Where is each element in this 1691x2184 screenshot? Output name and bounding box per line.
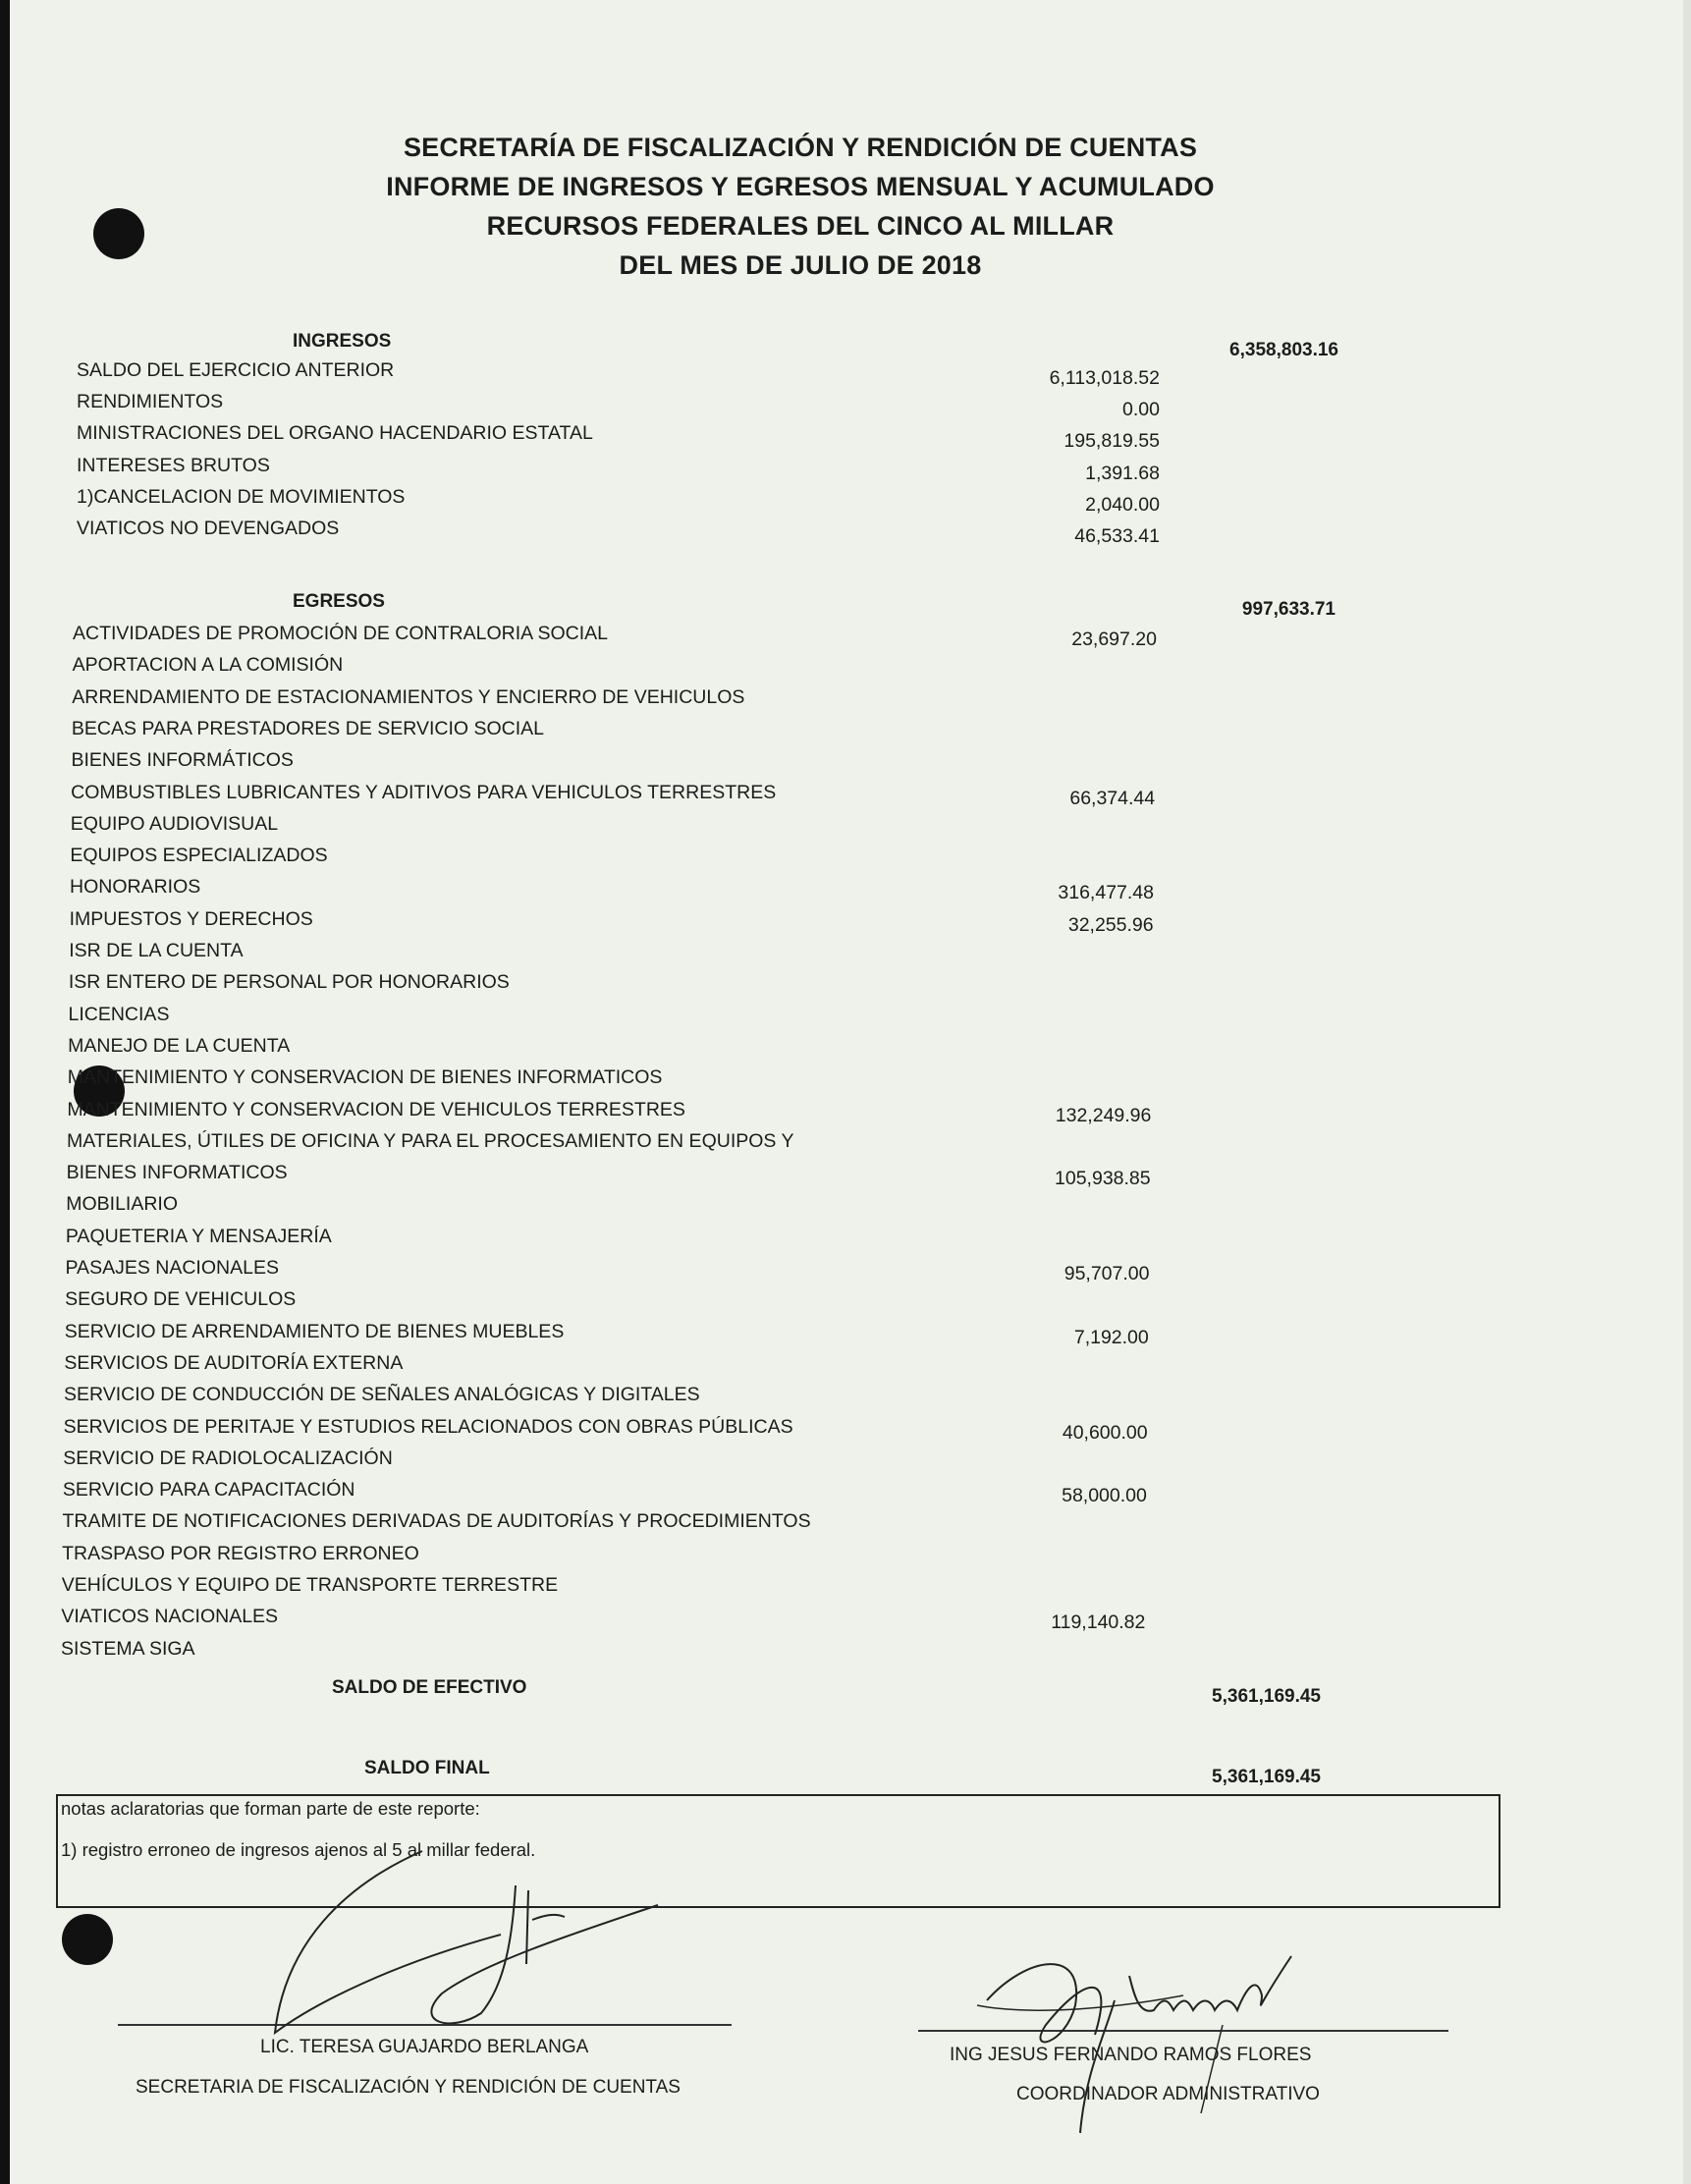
signer-left-name: LIC. TERESA GUAJARDO BERLANGA: [260, 2037, 589, 2057]
egresos-item-label: HONORARIOS: [70, 876, 201, 899]
egresos-item-amount: 105,938.85: [1055, 1168, 1151, 1190]
egresos-item-label: MOBILIARIO: [66, 1193, 179, 1216]
scan-edge: [0, 0, 10, 2184]
saldo-final-amount: 5,361,169.45: [1212, 1767, 1321, 1787]
egresos-item-label: LICENCIAS: [68, 1003, 170, 1025]
egresos-item-amount: 132,249.96: [1055, 1104, 1152, 1126]
egresos-item-label: SERVICIO DE ARRENDAMIENTO DE BIENES MUEBLES: [64, 1320, 565, 1342]
header-line-4: DEL MES DE JULIO DE 2018: [619, 250, 982, 280]
egresos-item-label: BIENES INFORMATICOS: [66, 1162, 288, 1184]
header-line-2: INFORME DE INGRESOS Y EGRESOS MENSUAL Y ACUMULADO: [386, 172, 1215, 201]
egresos-item-label: BECAS PARA PRESTADORES DE SERVICIO SOCIAL: [71, 717, 545, 739]
ingresos-heading: INGRESOS: [293, 331, 392, 352]
egresos-item-label: SERVICIO PARA CAPACITACIÓN: [62, 1479, 355, 1502]
header-line-3: RECURSOS FEDERALES DEL CINCO AL MILLAR: [486, 211, 1115, 241]
egresos-total: 997,633.71: [1241, 599, 1336, 620]
ingresos-item-label: SALDO DEL EJERCICIO ANTERIOR: [77, 359, 395, 381]
egresos-item-amount: 58,000.00: [1062, 1485, 1147, 1507]
ingresos-item-label: MINISTRACIONES DEL ORGANO HACENDARIO ESTATAL: [77, 422, 593, 445]
egresos-item-label: APORTACION A LA COMISIÓN: [72, 654, 344, 677]
egresos-item-label: ISR DE LA CUENTA: [69, 940, 244, 961]
egresos-item-label: SERVICIO DE RADIOLOCALIZACIÓN: [63, 1447, 393, 1469]
signer-right-title: COORDINADOR ADMINISTRATIVO: [1016, 2084, 1320, 2104]
egresos-item-label: BIENES INFORMÁTICOS: [71, 749, 294, 772]
handwritten-signature-right: [967, 1917, 1340, 2143]
ingresos-item-label: VIATICOS NO DEVENGADOS: [77, 518, 340, 539]
egresos-item-label: VIATICOS NACIONALES: [61, 1606, 279, 1628]
egresos-item-amount: 66,374.44: [1069, 787, 1156, 809]
punch-hole-bottom: [62, 1914, 113, 1965]
egresos-item-label: SISTEMA SIGA: [61, 1637, 195, 1660]
egresos-item-label: COMBUSTIBLES LUBRICANTES Y ADITIVOS PARA VEHICULOS TERRESTRES: [71, 781, 777, 803]
egresos-item-label: IMPUESTOS Y DERECHOS: [69, 907, 313, 930]
egresos-item-label: VEHÍCULOS Y EQUIPO DE TRANSPORTE TERRESTRE: [61, 1574, 559, 1596]
signer-right-name: ING JESUS FERNANDO RAMOS FLORES: [950, 2045, 1312, 2065]
egresos-item-label: TRAMITE DE NOTIFICACIONES DERIVADAS DE AUDITORÍAS Y PROCEDIMIENTOS: [62, 1510, 811, 1533]
handwritten-signature-left: [255, 1846, 668, 2057]
egresos-item-label: PASAJES NACIONALES: [65, 1257, 279, 1279]
egresos-heading: EGRESOS: [293, 591, 385, 612]
ingresos-total: 6,358,803.16: [1229, 340, 1338, 360]
egresos-item-label: PAQUETERIA Y MENSAJERÍA: [65, 1225, 332, 1247]
egresos-item-label: ACTIVIDADES DE PROMOCIÓN DE CONTRALORIA SOCIAL: [73, 623, 609, 644]
egresos-item-label: EQUIPO AUDIOVISUAL: [70, 812, 279, 835]
egresos-item-label: SEGURO DE VEHICULOS: [65, 1288, 297, 1311]
ingresos-item-label: RENDIMIENTOS: [77, 391, 224, 413]
ingresos-item-amount: 6,113,018.52: [1049, 367, 1160, 389]
egresos-item-amount: 32,255.96: [1067, 913, 1154, 936]
egresos-item-label: ARRENDAMIENTO DE ESTACIONAMIENTOS Y ENCIERRO DE VEHICULOS: [72, 685, 745, 708]
egresos-item-label: SERVICIO DE CONDUCCIÓN DE SEÑALES ANALÓGICAS Y DIGITALES: [64, 1384, 700, 1406]
egresos-item-label: MATERIALES, ÚTILES DE OFICINA Y PARA EL PROCESAMIENTO EN EQUIPOS Y: [67, 1129, 794, 1152]
egresos-item-label: SERVICIOS DE PERITAJE Y ESTUDIOS RELACIONADOS CON OBRAS PÚBLICAS: [63, 1415, 793, 1438]
ingresos-item-amount: 1,391.68: [1085, 462, 1160, 484]
ingresos-item-amount: 46,533.41: [1074, 525, 1160, 547]
saldo-efectivo-label: SALDO DE EFECTIVO: [332, 1677, 527, 1698]
egresos-item-amount: 7,192.00: [1073, 1326, 1149, 1348]
egresos-item-amount: 316,477.48: [1058, 882, 1154, 904]
egresos-item-amount: 95,707.00: [1064, 1263, 1150, 1284]
notes-title: notas aclaratorias que forman parte de este reporte:: [61, 1798, 480, 1819]
signer-left-title: SECRETARIA DE FISCALIZACIÓN Y RENDICIÓN DE CUENTAS: [136, 2077, 681, 2098]
ingresos-item-amount: 2,040.00: [1085, 493, 1160, 516]
ingresos-item-amount: 195,819.55: [1064, 430, 1160, 453]
egresos-item-label: MANTENIMIENTO Y CONSERVACION DE BIENES INFORMATICOS: [67, 1066, 663, 1089]
scan-edge-right: [1683, 0, 1691, 2184]
ingresos-item-amount: 0.00: [1122, 399, 1160, 421]
saldo-final-label: SALDO FINAL: [364, 1758, 490, 1778]
header-line-1: SECRETARÍA DE FISCALIZACIÓN Y RENDICIÓN DE CUENTAS: [403, 133, 1198, 162]
note-item: 1) registro erroneo de ingresos ajenos al 5 al millar federal.: [61, 1839, 536, 1860]
ingresos-item-label: 1)CANCELACION DE MOVIMIENTOS: [77, 485, 406, 508]
saldo-efectivo-amount: 5,361,169.45: [1212, 1686, 1321, 1707]
egresos-item-label: MANEJO DE LA CUENTA: [68, 1034, 291, 1057]
egresos-item-label: ISR ENTERO DE PERSONAL POR HONORARIOS: [68, 971, 510, 994]
ingresos-item-label: INTERESES BRUTOS: [77, 454, 270, 476]
egresos-item-amount: 40,600.00: [1062, 1421, 1148, 1444]
egresos-item-amount: 119,140.82: [1051, 1611, 1146, 1634]
egresos-item-amount: 23,697.20: [1071, 628, 1157, 650]
egresos-item-label: SERVICIOS DE AUDITORÍA EXTERNA: [64, 1351, 404, 1374]
egresos-item-label: MANTENIMIENTO Y CONSERVACION DE VEHICULOS TERRESTRES: [67, 1098, 685, 1120]
egresos-item-label: TRASPASO POR REGISTRO ERRONEO: [62, 1542, 419, 1564]
egresos-item-label: EQUIPOS ESPECIALIZADOS: [70, 845, 328, 867]
